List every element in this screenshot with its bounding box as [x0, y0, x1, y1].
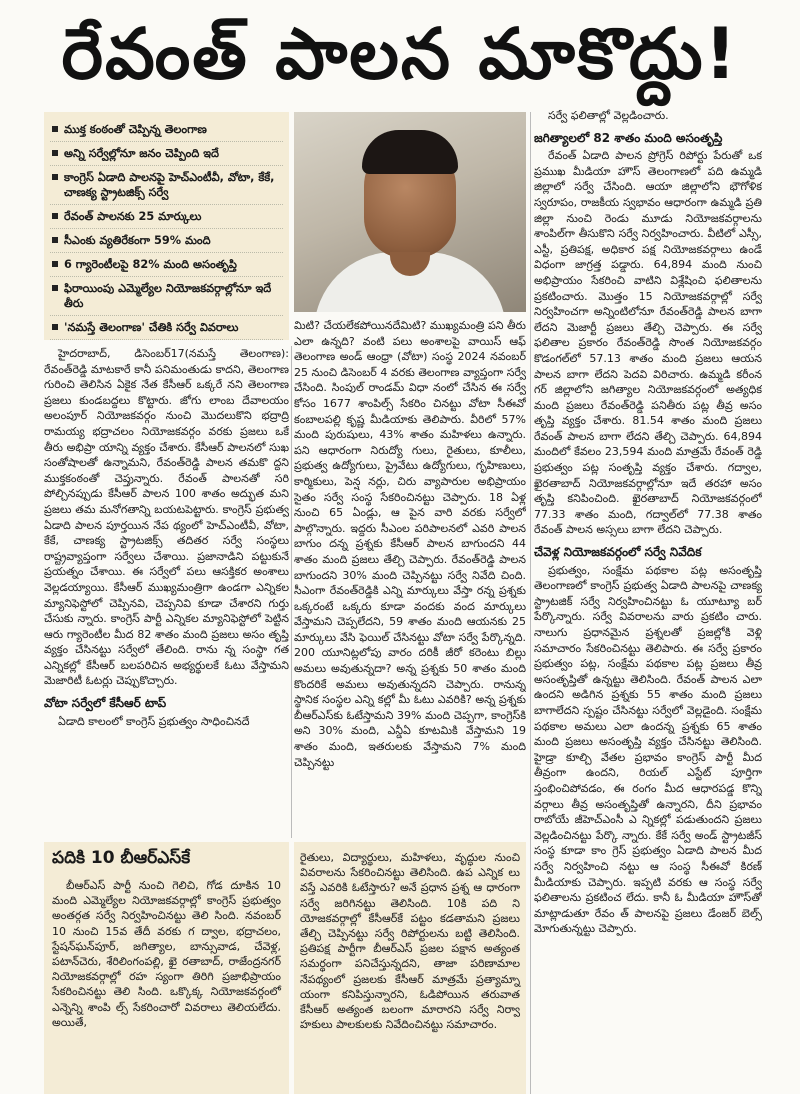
highlight-item: రేవంత్ పాలనకు 25 మార్కులు — [50, 205, 283, 229]
column-divider — [530, 112, 531, 1094]
box-paragraph: బీఆర్ఎస్ పార్టీ నుంచి గెలిచి, గోడ దూకిన 10 మంది ఎమ్మెల్యేల నియోజకవర్గాల్లో కాంగ్రెస్ ప్రభుత్వం అంతర్గత సర్వే నిర్వహించినట్టు తెలి సింది. నవంబర్ 10 నుంచి 15వ తేదీ వరకు గ ద్వాల, భద్రాచలం, స్టేషన్‌ఘన్‌పూర్, జగిత్యాల, బాన్సువాడ, చేవెళ్ల, పటాన్‌చెరు, శేరిలింగంపల్లి, ఖై రతాబాద్, రాజేంద్రనగర్ నియోజకవర్గాల్లో రహ స్యంగా తిరిగి ప్రజాభిప్రాయం సేకరించినట్టు తెలి సింది. ఒక్కొక్క నియోజకవర్గంలో ఎన్నెన్ని శాంపి ల్స్ సేకరించారో వివరాలు తెలియలేదు. అయితే, — [52, 879, 281, 1029]
column-1 — [44, 346, 289, 838]
body-paragraph: ప్రభుత్వం, సంక్షేమ పథకాల పట్ల అసంతృప్తి తెలంగాణలో కాంగ్రెస్ ప్రభుత్వ ఏడాది పాలనపై చాణక్య స్ట్రాటజిక్ సర్వే నిర్వహించినట్టు ఓ యూట్యూ బర్ పేర్కొన్నారు. సర్వే వివరాలను వారు ప్రకటిం చారు. నాలుగు ప్రధానమైన ప్రశ్నలతో ప్రజల్లోకి వెళ్లి సమాచారం సేకరించినట్టు తెలిపారు. ఈ సర్వే ప్రకారం ప్రభుత్వం పట్ల, సంక్షేమ పథకాల పట్ల ప్రజలు తీవ్ర అసంతృప్తితో ఉన్నట్టు తెలిసింది. రేవంత్ పాలన ఎలా ఉందని అడిగిన ప్రశ్నకు 55 శాతం మంది ప్రజలు బాగాలేదని స్పష్టం చేసినట్టు సర్వేలో వెల్లడైంది. సంక్షేమ పథకాల అమలు ఎలా ఉందన్న ప్రశ్నకు 65 శాతం మంది ప్రజలు అసంతృప్తి వ్యక్తం చేసినట్టు తెలిసింది. హైడ్రా కూల్చి వేతల ప్రభావం కాంగ్రెస్ పార్టీ మీద తీవ్రంగా ఉందని, రియల్ ఎస్టేట్ పూర్తిగా స్తంభించిపోవడం, ఈ రంగం మీద ఆధారపడ్డ కొన్ని వర్గాలు తీవ్ర అసంతృప్తితో ఉన్నారని, దీని ప్రభావం రాబోయే జీహెచ్ఎంసీ ఎ న్నికల్లో పడుతుందని ప్రజలు వెల్లడించినట్టు పేర్కొ న్నారు. కేకే సర్వే అండ్ స్ట్రాటజీస్ సంస్థ కూడా కాం గ్రెస్ ప్రభుత్వం ఏడాది పాలన మీద సర్వే నిర్వహించి నట్టు ఆ సంస్థ సీఈవో కిరణ్ మీడియాకు చెప్పారు. ఇప్పటి వరకు ఆ సంస్థ సర్వే ఫలితాలను ప్రకటించ లేదు. కానీ ఓ మీడియా హౌస్‌తో మాట్లాడుతూ రేవం త్ పాలనపై ప్రజలు డేంజర్ బెల్స్ మోగుతున్నట్టు చెప్పారు. — [534, 563, 762, 936]
body-paragraph: సర్వే ఫలితాల్లో వెల్లడించారు. — [548, 109, 669, 122]
body-paragraph: మిటి? చేయలేకపోయినదేమిటి? ముఖ్యమంత్రి పని తీరు ఎలా ఉన్నది? వంటి పలు అంశాలపై వాయిస్ ఆఫ్ తెలంగాణ అండ్ ఆంధ్రా (వోటా) సంస్థ 2024 నవంబర్ 25 నుంచి డిసెంబర్ 4 వరకు తెలంగాణ వ్యాప్తంగా సర్వే చేసింది. సింపుల్ రాండమ్ విధా నంలో చేసిన ఈ సర్వే కోసం 1677 శాంపిల్స్ సేకరిం చినట్టు వోటా సీఈవో కంబాలపల్లి కృష్ణ మీడియాకు తెలిపారు. వీరిలో 57% మంది పురుషులు, 43% శాతం మహిళలు ఉన్నారు. పని ఆధారంగా నిరుద్యో గులు, రైతులు, కూలీలు, ప్రభుత్వ ఉద్యోగులు, ప్రైవేటు ఉద్యోగులు, గృహిణులు, కార్మికులు, పెన్ష నర్లు, చిరు వ్యాపారుల అభిప్రాయం సైతం సర్వే సంస్థ సేకరించినట్టు చెప్పారు. 18 ఏళ్ల నుంచి 65 ఏండ్లు, ఆ పైన వారి వరకు సర్వేలో పాల్గొన్నారు. ఇద్దరు సీఎంల పరిపాలనలో ఎవరి పాలన బాగుం దన్న ప్రశ్నకు కేసీఆర్ పాలన బాగుందని 44 శాతం మంది ప్రజలు తేల్చి చెప్పారు. రేవంత్‌రెడ్డి పాలన బాగుందని 30% మంది చెప్పినట్టు సర్వే నివేది చింది. సీఎంగా రేవంత్‌రెడ్డికి ఎన్ని మార్కులు వేస్తా రన్న ప్రశ్నకు ఒక్కరంటే ఒక్కరు కూడా వందకు వంద మార్కులు వేస్తామని చెప్పలేదని, 59 శాతం మంది ఆయనకు 25 మార్కులు వేసి ఫెయిల్ చేసినట్టు వోటా సర్వే పేర్కొన్నది. 200 యూనిట్లలోపు వారం దరికీ జీరో కరెంటు బిల్లు అమలు అవుతున్నదా? అన్న ప్రశ్నకు 50 శాతం మంది కొందరికే అమలు అవుతున్నదని చెప్పారు. రానున్న స్థానిక సంస్థల ఎన్ని కల్లో మీ ఓటు ఎవరికి? అన్న ప్రశ్నకు బీఆర్ఎస్‌కు ఓటేస్తామని 39% మంది చెప్పగా, కాంగ్రెస్‌కి అని 30% మంది, ఎన్డీఏ కూటమికి వేస్తామని 19 శాతం మంది, ఇతరులకు వేస్తామని 7% మంది చెప్పినట్టు — [294, 319, 526, 769]
body-paragraph: హైదరాబాద్, డిసెంబర్17(నమస్తే తెలంగాణ): రేవంత్‌రెడ్డి మాటకారే కానీ పనిమంతుడు కాదని, తెలంగాణ గురించి తెలిసిన ఏకైక నేత కేసీఆర్ ఒక్కరే నని తెలంగాణ ప్రజలు కుండబద్దలు కొట్టారు. జోగు లాంబ దేవాలయం అలంపూర్ నియోజకవర్గం నుంచి మొదలుకొని భద్రాద్రి రామయ్య భద్రాచలం నియోజకవర్గం వరకు ప్రజలు ఒకే తీరు అభిప్రా యాన్ని వ్యక్తం చేశారు. కేసీఆర్ పాలనలో సుఖ సంతోషాలతో ఉన్నామని, రేవంత్‌రెడ్డి పాలన తమకొ ద్దని ముక్తకంఠంతో చెప్తున్నారు. రేవంత్ పాలనతో సరి పోల్చినప్పుడు కేసీఆర్ పాలన 100 శాతం అద్భుత మని ప్రజలు తమ మనోగతాన్ని బయటపెట్టారు. కాంగ్రెస్ ప్రభుత్వ ఏడాది పాలన పూర్తయిన నేప థ్యంలో హెచ్ఎంటీవీ, వోటా, కేకే, చాణక్య స్ట్రాటజిక్స్ తదితర సర్వే సంస్థలు రాష్ట్రవ్యాప్తంగా సర్వేలు చేశాయి. ప్రజానాడిని పట్టుకునే ప్రయత్నం చేశాయి. ఈ సర్వేలో పలు ఆసక్తికర అంశాలు వెల్లడయ్యాయి. కేసీఆర్ ముఖ్యమంత్రిగా ఉండగా ఎన్నికల మ్యానిఫెస్టోలో చెప్పినవి, చెప్పనివి కూడా చేశారని గుర్తు చేసుకు న్నారు. కాంగ్రెస్ పార్టీ ఎన్నికల మ్యానిఫెస్టోలో పెట్టిన ఆరు గ్యారెంటీల మీద 82 శాతం మంది ప్రజలు అసం తృప్తి వ్యక్తం చేసినట్టు సర్వేలో తేలింది. రాను న్న సంస్థా గత ఎన్నికల్లో కేసీఆర్ బలపరిచిన అభ్యర్థులకే ఓటు వేస్తామని మెజారిటీ ఓటర్లు చెప్పుకొచ్చారు. — [44, 347, 289, 688]
box-heading: పదికి 10 బీఆర్ఎస్‌కే — [52, 848, 191, 868]
subheading: చేవెళ్ల నియోజకవర్గంలో సర్వే నివేదిక — [534, 545, 702, 560]
highlight-item: 6 గ్యారెంటీలపై 82% మంది అసంతృప్తి — [50, 253, 283, 277]
box-paragraph: రైతులు, విద్యార్థులు, మహిళలు, వృద్ధుల నుంచి వివరాలను సేకరించినట్టు తెలిసింది. ఉప ఎన్నిక లు వస్తే ఎవరికి ఓటేస్తారు? అనే ప్రధాన ప్రశ్న ఆ ధారంగా సర్వే జరిగినట్టు తెలిసింది. 10కి పది ని యోజకవర్గాల్లో కేసీఆర్‌కే పట్టం కడతామని ప్రజలు తేల్చి చెప్పినట్టు సర్వే రిపోర్టులను బట్టి తెలిసింది. ప్రతిపక్ష పార్టీగా బీఆర్ఎస్ ప్రజల పక్షాన అత్యంత సమర్థంగా పనిచేస్తున్నదని, తాజా పరిణామాల నేపథ్యంలో ప్రజలకు కేసీఆర్ మాత్రమే ప్రత్యామ్నా యంగా కనిపిస్తున్నారని, ఓడిపోయిన తరువాత కేసీఆర్ అత్యంత బలంగా మారారని సర్వే నిర్వా హకులు పాలకులకు నివేదించినట్టు సమాచారం. — [300, 851, 520, 1032]
column-3 — [534, 108, 762, 1094]
subheading: జగిత్యాలలో 82 శాతం మంది అసంతృప్తి — [534, 130, 723, 145]
column-divider — [291, 346, 292, 838]
highlight-item: అన్ని సర్వేల్లోనూ జనం చెప్పింది ఇదే — [50, 142, 283, 166]
headline: రేవంత్ పాలన మాకొద్దు! — [61, 13, 739, 95]
body-paragraph: రేవంత్ ఏడాది పాలన ప్రోగ్రెస్ రిపోర్టు పేరుతో ఒక ప్రముఖ మీడియా హౌస్ తెలంగాణలో పది ఉమ్మడి జిల్లాలో సర్వే చేసింది. ఆయా జిల్లాలోని భౌగోళిక స్వరూపం, రాజకీయ స్వభావం ఆధారంగా ఉమ్మడి ప్రతి జిల్లా నుంచి రెండు మూడు నియోజకవర్గాలను శాంపిల్‌గా తీసుకొని సర్వే నిర్వహించారు. వీటిలో ఎస్సీ, ఎస్టీ, ప్రతిపక్ష, అధికార పక్ష నియోజకవర్గాలు ఉండే విధంగా జాగ్రత్త పడ్డారు. 64,894 మంది నుంచి అభిప్రాయం సేకరించి వాటిని విశ్లేషించి ఫలితాలను ప్రకటించారు. మొత్తం 15 నియోజకవర్గాల్లో సర్వే నిర్వహించగా అన్నింటిలోనూ రేవంత్‌రెడ్డి పాలన బాగా లేదని మెజార్టీ ప్రజలు తేల్చి చెప్పారు. ఈ సర్వే ఫలితాల ప్రకారం రేవంత్‌రెడ్డి సొంత నియోజకవర్గం కొడంగల్‌లో 57.13 శాతం మంది ప్రజలు ఆయన పాలన బాగా లేదని పెదవి విరిచారు. ఉమ్మడి కరీంన గర్ జిల్లాలోని జగిత్యాల నియోజకవర్గంలో అత్యధిక మంది ప్రజలు రేవంత్‌రెడ్డి పనితీరు పట్ల తీవ్ర అసం తృప్తి వ్యక్తం చేశారు. 81.54 శాతం మంది ప్రజలు రేవంత్ పాలన బాగా లేదని తేల్చి చెప్పారు. 64,894 మందిలో కేవలం 23,594 మంది మాత్రమే రేవంత్ రెడ్డి ప్రభుత్వం పట్ల సంతృప్తి వ్యక్తం చేశారు. గద్వాల, ఖైరతాబాద్ నియోజకవర్గాల్లోనూ ఇదే తరహా అసం తృప్తి కనిపించింది. ఖైరతాబాద్ నియోజకవర్గంలో 77.33 శాతం మంది, గద్వాల్‌లో 77.38 శాతం రేవంత్ పాలన అస్సలు బాగా లేదని చెప్పారు. — [534, 149, 762, 537]
column-2 — [294, 318, 526, 838]
sidebar-box — [44, 842, 289, 1094]
highlight-item: ముక్త కంఠంతో చెప్పిన్న తెలంగాణ — [50, 118, 283, 142]
subheading: వోటా సర్వేలో కేసీఆర్ టాప్ — [44, 696, 167, 711]
highlights-box — [44, 112, 289, 340]
highlight-item: 'నమస్తే తెలంగాణ' చేతికి సర్వే వివరాలు — [50, 316, 283, 340]
sidebar-box-continued — [294, 842, 526, 1094]
highlight-item: సీఎంకు వ్యతిరేకంగా 59% మంది — [50, 229, 283, 253]
body-paragraph: ఏడాది కాలంలో కాంగ్రెస్ ప్రభుత్వం సాధించినదే — [58, 714, 250, 728]
highlight-item: కాంగ్రెస్ ఏడాది పాలనపై హెచ్ఎంటీవీ, వోటా, కేకే, చాణక్య స్ట్రాటజిక్స్ సర్వే — [50, 166, 283, 205]
portrait-photo — [294, 112, 526, 312]
highlight-item: ఫిరాయింపు ఎమ్మెల్యేల నియోజకవర్గాల్లోనూ ఇదే తీరు — [50, 277, 283, 316]
